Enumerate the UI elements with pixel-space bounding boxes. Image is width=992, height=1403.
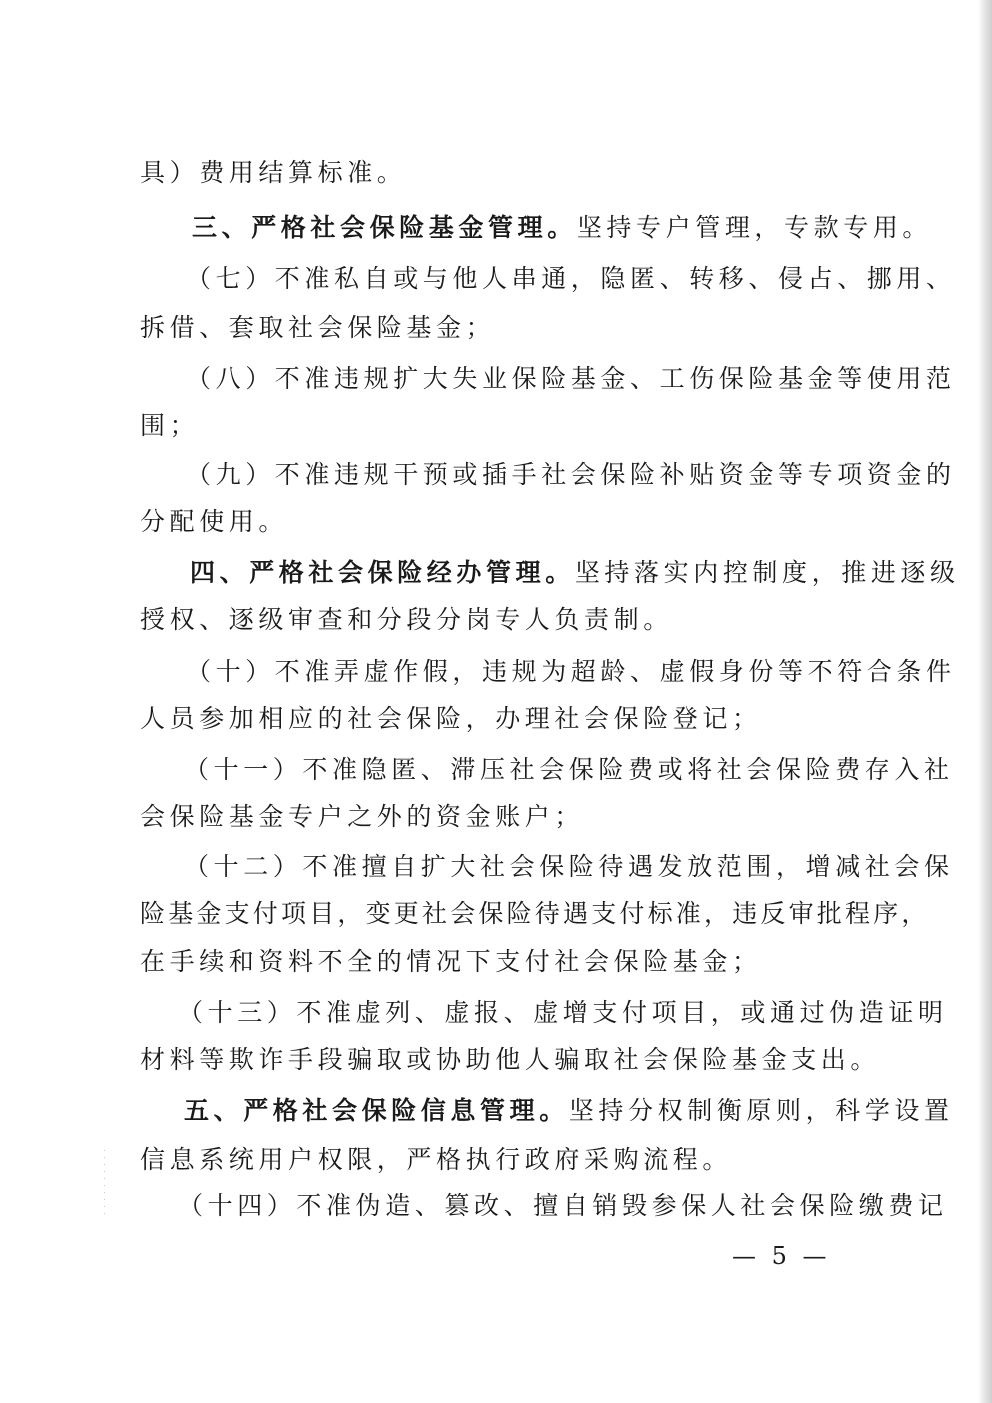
section-heading-line: 三、严格社会保险基金管理。坚持专户管理，专款专用。 xyxy=(192,213,933,242)
section-heading-line: 四、严格社会保险经办管理。坚持落实内控制度，推进逐级 xyxy=(190,558,960,587)
text-line: （十三）不准虚列、虚报、虚增支付项目，或通过伪造证明 xyxy=(178,998,948,1027)
text-line: 具）费用结算标准。 xyxy=(140,158,407,187)
text-line: （十四）不准伪造、篡改、擅自销毁参保人社会保险缴费记 xyxy=(178,1191,948,1220)
page-number: — 5 — xyxy=(732,1242,831,1270)
section-heading: 四、严格社会保险经办管理。 xyxy=(190,558,575,587)
text-line: 分配使用。 xyxy=(140,507,289,536)
text-line: 围； xyxy=(140,411,200,440)
text-line: 在手续和资料不全的情况下支付社会保险基金； xyxy=(140,947,762,976)
section-heading-line: 五、严格社会保险信息管理。坚持分权制衡原则，科学设置 xyxy=(184,1096,954,1125)
section-heading: 五、严格社会保险信息管理。 xyxy=(184,1096,569,1125)
text-line: （十二）不准擅自扩大社会保险待遇发放范围，增减社会保 xyxy=(184,852,954,881)
text-line: 险基金支付项目，变更社会保险待遇支付标准，违反审批程序， xyxy=(140,899,930,928)
text-line: （八）不准违规扩大失业保险基金、工伤保险基金等使用范 xyxy=(186,364,956,393)
text-line: 人员参加相应的社会保险，办理社会保险登记； xyxy=(140,704,762,733)
section-heading: 三、严格社会保险基金管理。 xyxy=(192,213,577,242)
text-line: （七）不准私自或与他人串通，隐匿、转移、侵占、挪用、 xyxy=(186,264,956,293)
text-line: 会保险基金专户之外的资金账户； xyxy=(140,802,585,831)
text-line: （十）不准弄虚作假，违规为超龄、虚假身份等不符合条件 xyxy=(186,657,956,686)
text-line: 材料等欺诈手段骗取或协助他人骗取社会保险基金支出。 xyxy=(140,1045,881,1074)
text-line: （十一）不准隐匿、滞压社会保险费或将社会保险费存入社 xyxy=(184,755,954,784)
text-line: （九）不准违规干预或插手社会保险补贴资金等专项资金的 xyxy=(186,460,956,489)
page-edge-shadow xyxy=(978,0,992,1403)
scan-artifact xyxy=(104,1150,105,1220)
text-line: 授权、逐级审查和分段分岗专人负责制。 xyxy=(140,605,673,634)
text-line: 拆借、套取社会保险基金； xyxy=(140,313,496,342)
text-line: 信息系统用户权限，严格执行政府采购流程。 xyxy=(140,1145,733,1174)
